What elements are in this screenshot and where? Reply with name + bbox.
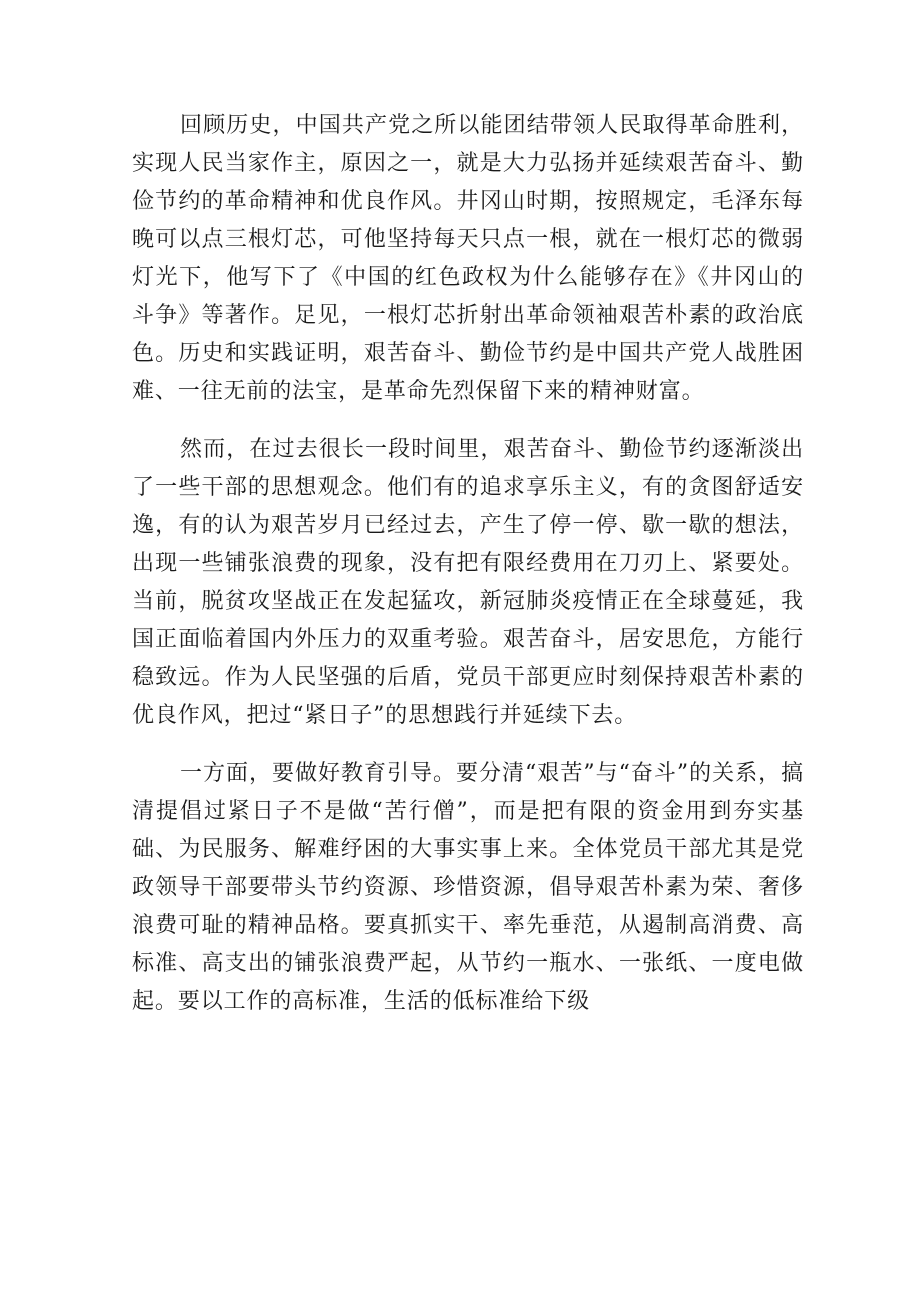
paragraph-history: 回顾历史，中国共产党之所以能团结带领人民取得革命胜利，实现人民当家作主，原因之一，就是大力弘扬并延续艰苦奋斗、勤俭节约的革命精神和优良作风。井冈山时期，按照规定，毛泽东每晚可以点三根灯芯，可他坚持每天只点一根，就在一根灯芯的微弱灯光下，他写下了《中国的红色政权为什么能够存在》《井冈山的斗争》等著作。足见，一根灯芯折射出革命领袖艰苦朴素的政治底色。历史和实践证明，艰苦奋斗、勤俭节约是中国共产党人战胜困难、一往无前的法宝，是革命先烈保留下来的精神财富。 xyxy=(132,113,804,404)
document-body xyxy=(132,107,804,1041)
paragraph-education-guidance: 一方面，要做好教育引导。要分清“艰苦”与“奋斗”的关系，搞清提倡过紧日子不是做“苦行僧”，而是把有限的资金用到夯实基础、为民服务、解难纾困的大事实事上来。全体党员干部尤其是党政领导干部要带头节约资源、珍惜资源，倡导艰苦朴素为荣、奢侈浪费可耻的精神品格。要真抓实干、率先垂范，从遏制高消费、高标准、高支出的铺张浪费严起，从节约一瓶水、一张纸、一度电做起。要以工作的高标准，生活的低标准给下级 xyxy=(132,761,804,1014)
paragraph-current-situation: 然而，在过去很长一段时间里，艰苦奋斗、勤俭节约逐渐淡出了一些干部的思想观念。他们有的追求享乐主义，有的贪图舒适安逸，有的认为艰苦岁月已经过去，产生了停一停、歇一歇的想法，出现一些铺张浪费的现象，没有把有限经费用在刀刃上、紧要处。当前，脱贫攻坚战正在发起猛攻，新冠肺炎疫情正在全球蔓延，我国正面临着国内外压力的双重考验。艰苦奋斗，居安思危，方能行稳致远。作为人民坚强的后盾，党员干部更应时刻保持艰苦朴素的优良作风，把过“紧日子”的思想践行并延续下去。 xyxy=(132,437,804,728)
